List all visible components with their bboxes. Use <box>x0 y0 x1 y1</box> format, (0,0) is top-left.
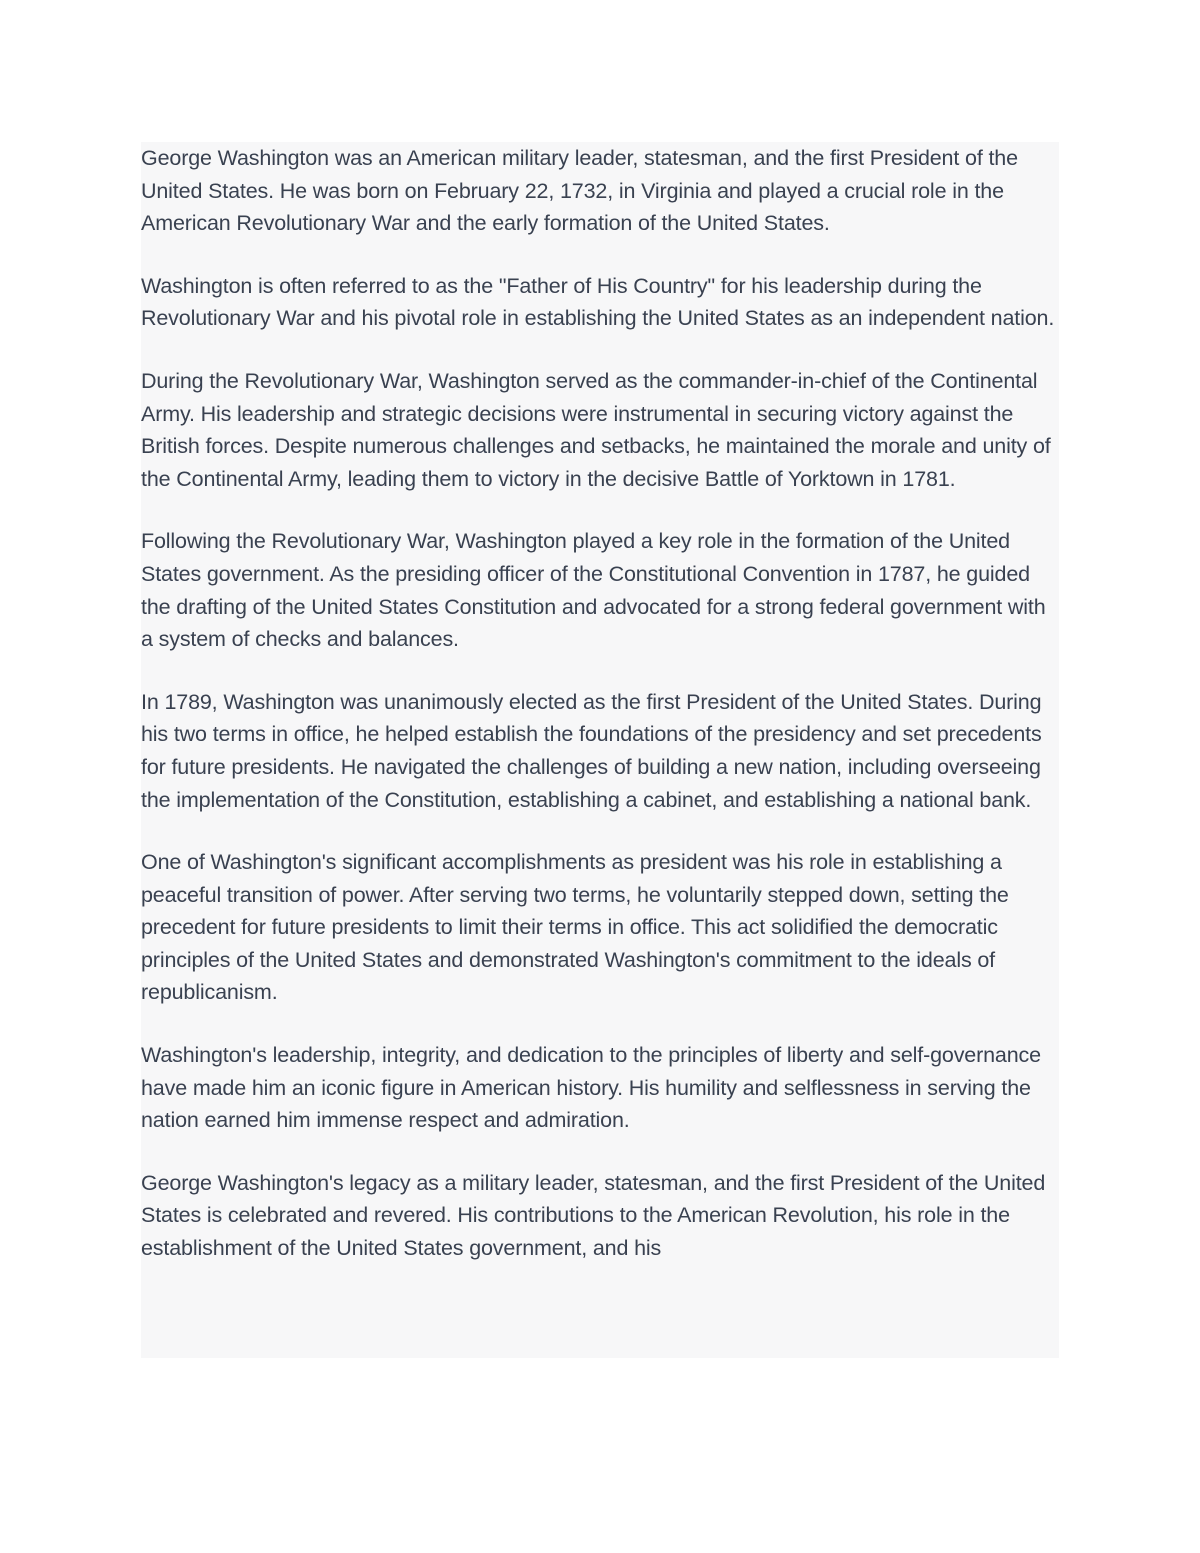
paragraph-6: One of Washington's significant accomplishments as president was his role in establishing a peaceful transition of power. After serving two terms, he voluntarily stepped down, setting the precedent for future presidents to limit their terms in office. This act solidified the democratic principles of the United States and demonstrated Washington's commitment to the ideals of republicanism. <box>141 850 1009 1005</box>
paragraph-2: Washington is often referred to as the "Father of His Country" for his leadership during the Revolutionary War and his pivotal role in establishing the United States as an independent nation. <box>141 273 1055 331</box>
paragraph-1: George Washington was an American military leader, statesman, and the first President of the United States. He was born on February 22, 1732, in Virginia and played a crucial role in the American Revolutionary War and the early formation of the United States. <box>141 146 1018 236</box>
paragraph-4: Following the Revolutionary War, Washington played a key role in the formation of the United States government. As the presiding officer of the Constitutional Convention in 1787, he guided the drafting of the United States Constitution and advocated for a strong federal government with a system of checks and balances. <box>141 529 1046 652</box>
paragraph-7: Washington's leadership, integrity, and dedication to the principles of liberty and self-governance have made him an iconic figure in American history. His humility and selflessness in serving the nation earned him immense respect and admiration. <box>141 1043 1041 1133</box>
paragraph-3: During the Revolutionary War, Washington served as the commander-in-chief of the Continental Army. His leadership and strategic decisions were instrumental in securing victory against the British forces. Despite numerous challenges and setbacks, he maintained the morale and unity of the Continental Army, leading them to victory in the decisive Battle of Yorktown in 1781. <box>141 368 1051 491</box>
paragraph-5: In 1789, Washington was unanimously elected as the first President of the United States. During his two terms in office, he helped establish the foundations of the presidency and set precedents for future presidents. He navigated the challenges of building a new nation, including overseeing the implementation of the Constitution, establishing a cabinet, and establishing a national bank. <box>141 689 1042 812</box>
paragraph-8: George Washington's legacy as a military leader, statesman, and the first President of the United States is celebrated and revered. His contributions to the American Revolution, his role in the establishment of the United States government, and his <box>141 1170 1046 1261</box>
text-block <box>141 142 1059 1358</box>
